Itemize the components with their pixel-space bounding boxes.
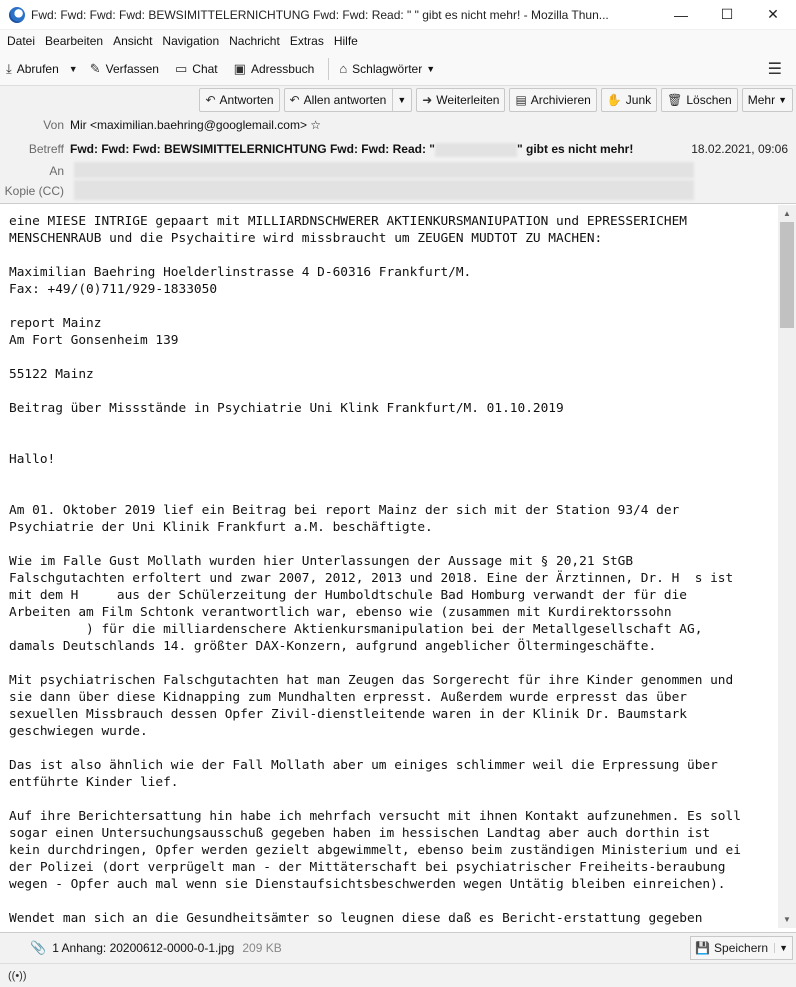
menu-bar [0, 30, 796, 52]
scroll-down-icon[interactable]: ▼ [783, 915, 791, 924]
more-button[interactable] [742, 88, 793, 112]
archive-button[interactable] [509, 88, 596, 112]
subject-label: Betreff [28, 142, 64, 156]
trash-icon: 🗑 [667, 93, 683, 107]
write-button[interactable] [84, 56, 165, 82]
pencil-icon: ✎ [89, 60, 101, 76]
addressbook-button[interactable] [228, 56, 321, 82]
save-icon: 💾 [695, 941, 711, 955]
message-header [0, 86, 796, 204]
message-date: 18.02.2021, 09:06 [691, 142, 788, 156]
menu-datei[interactable]: Datei [7, 34, 36, 48]
star-icon[interactable]: ☆ [310, 118, 322, 132]
menu-extras[interactable]: Extras [289, 34, 324, 48]
download-icon: ⤓ [6, 60, 12, 76]
save-attachment-button[interactable] [690, 936, 793, 960]
attachment-size: 209 KB [242, 941, 282, 955]
chevron-down-icon: ▼ [426, 63, 436, 74]
attachment-bar [0, 932, 796, 963]
from-value[interactable] [70, 118, 321, 132]
chat-label: Chat [192, 61, 218, 76]
message-actions [195, 88, 793, 112]
junk-icon: ✋ [606, 93, 622, 107]
redacted-block [74, 180, 694, 200]
archive-label: Archivieren [530, 93, 591, 107]
to-value[interactable] [74, 162, 694, 178]
reply-button[interactable] [199, 88, 279, 112]
get-mail-dropdown-icon[interactable]: ▼ [68, 63, 78, 74]
maximize-button[interactable]: ☐ [720, 6, 734, 22]
close-button[interactable]: ✕ [767, 6, 779, 22]
addressbook-icon: ▣ [233, 60, 246, 76]
chat-bubble-icon: ▭ [174, 60, 188, 76]
message-body [0, 205, 778, 928]
minimize-button[interactable]: — [674, 6, 688, 23]
message-text: eine MIESE INTRIGE gepaart mit MILLIARDNSCHWERER AKTIENKURSMANIUPATION und EPRESSERICHEM MENSCHENRAUB und die Psychaitire wird missbraucht um ZEUGEN MUDTOT ZU MACHEN: Maximilian Baehring Hoelderlinstrasse 4 D-60316 Frankfurt/M. Fax: +49/(0)711/929-1833050 report Mainz Am Fort Gonsenheim 139 55122 Mainz Beitrag über Missstände in Psychiatrie Uni Klink Frankfurt/M. 01.10.2019 Hallo! Am 01. Oktober 2019 lief ein Beitrag bei report Mainz der sich mit der Station 93/4 der Psychiatrie der Uni Klinik Frankfurt a.M. beschäftigte. Wie im Falle Gust Mollath wurden hier Unterlassungen der Aussage mit § 20,21 StGB Falschgutachten erfoltert und zwar 2007, 2012, 2013 und 2018. Eine der Ärztinnen, Dr. H s ist mit dem H aus der Schülerzeitung der Humboldtschule Bad Homburg verwandt der für die Arbeiten am Film Schtonk verantwortlich war, ebenso wie (zusammen mit Kurdirektorssohn ) für die milliardenschere Aktienkursmanipulation bei der Metallgesellschaft AG, damals Deutschlands 14. größter DAX-Konzern, aufgrund angeblicher Öltermingeschäfte. Mit psychiatrischen Falschgutachten hat man Zeugen das Sorgerecht für ihre Kinder genommen und sie dann über diese Kidnapping zum Mundhalten erpresst. Außerdem wurde erpresst das über sexuellen Missbrauch dessen Opfer Zivil-dienstleitende waren in der Klinik Dr. Baumstark geschwiegen wurde. Das ist also ähnlich wie der Fall Mollath aber um einiges schlimmer weil die Erpressung über entführte Kinder lief. Auf ihre Berichtersattung hin habe ich mehrfach versucht mit ihnen Kontakt aufzunehmen. Es soll sogar einen Untersuchungsausschuß gegeben haben im hessischen Landtag aber auch dorthin ist kein durchdringen, Opfer werden gezielt abgewimmelt, ebenso beim zuständigen Ministerium und ei der Polizei (dort verprügelt man - der Mittäterschaft bei psychiatrischer Freiheits-beraubung wegen - Opfer auch mal wenn sie Dienstaufsichtsbeschwerden wegen Untätig bleiben einreichen). Wendet man sich an die Gesundheitsämter so leugnen diese daß es Bericht-erstattung gegeben [9, 214, 741, 926]
more-label: Mehr [747, 93, 776, 107]
to-label: An [49, 164, 64, 178]
online-status-icon[interactable]: ((•)) [8, 969, 27, 982]
cc-label: Kopie (CC) [4, 184, 64, 198]
app-menu-icon[interactable]: ☰ [767, 60, 782, 78]
thunderbird-logo-icon [9, 7, 25, 23]
menu-hilfe[interactable]: Hilfe [333, 34, 358, 48]
reply-all-icon: ↶ [289, 93, 300, 107]
chevron-down-icon[interactable]: ▼ [392, 89, 406, 111]
cc-value[interactable] [74, 180, 694, 200]
archive-icon: ▤ [515, 93, 527, 107]
forward-icon: ➜ [422, 93, 433, 107]
junk-label: Junk [625, 93, 652, 107]
scroll-up-icon[interactable]: ▲ [783, 209, 791, 218]
vertical-scrollbar[interactable] [778, 205, 796, 928]
forward-button[interactable] [416, 88, 505, 112]
addressbook-label: Adressbuch [250, 61, 315, 76]
paperclip-icon: 📎 [30, 940, 47, 955]
window-title: Fwd: Fwd: Fwd: Fwd: BEWSIMITTELERNICHTUNG Fwd: Fwd: Read: " " gibt es nicht mehr! - Mozilla Thun... [31, 7, 609, 22]
reply-icon: ↶ [205, 93, 216, 107]
write-label: Verfassen [105, 61, 159, 76]
delete-label: Löschen [686, 93, 732, 107]
tags-label: Schlagwörter [352, 61, 423, 76]
status-bar [0, 963, 796, 987]
subject-text-end: " gibt es nicht mehr! [516, 142, 634, 156]
menu-nachricht[interactable]: Nachricht [229, 34, 280, 48]
get-mail-button[interactable] [0, 56, 65, 82]
subject-text-start: Fwd: Fwd: Fwd: BEWSIMITTELERNICHTUNG Fwd: Fwd: Read: " [70, 142, 435, 156]
from-address[interactable]: Mir <maximilian.baehring@googlemail.com> [70, 118, 307, 132]
main-toolbar [0, 52, 796, 86]
forward-label: Weiterleiten [436, 93, 500, 107]
chevron-down-icon: ▼ [778, 95, 787, 105]
toolbar-separator [328, 58, 329, 80]
subject-value [70, 142, 633, 157]
chevron-down-icon[interactable]: ▼ [774, 943, 788, 953]
scrollbar-thumb[interactable] [780, 222, 794, 328]
chat-button[interactable] [169, 56, 224, 82]
redacted-block [74, 162, 694, 178]
get-mail-label: Abrufen [16, 61, 59, 76]
attachment-name[interactable]: 1 Anhang: 20200612-0000-0-1.jpg [52, 941, 235, 955]
save-label: Speichern [714, 941, 769, 955]
reply-all-label: Allen antworten [303, 93, 387, 107]
menu-navigation[interactable]: Navigation [162, 34, 220, 48]
title-bar [0, 0, 796, 30]
tag-icon: ⌂ [339, 61, 348, 76]
tags-button[interactable] [333, 56, 441, 82]
from-label: Von [43, 118, 64, 132]
reply-label: Antworten [219, 93, 274, 107]
reply-all-button[interactable] [284, 88, 413, 112]
redacted-block [435, 143, 517, 157]
menu-bearbeiten[interactable]: Bearbeiten [45, 34, 104, 48]
junk-button[interactable] [601, 88, 657, 112]
menu-ansicht[interactable]: Ansicht [113, 34, 153, 48]
delete-button[interactable] [661, 88, 738, 112]
